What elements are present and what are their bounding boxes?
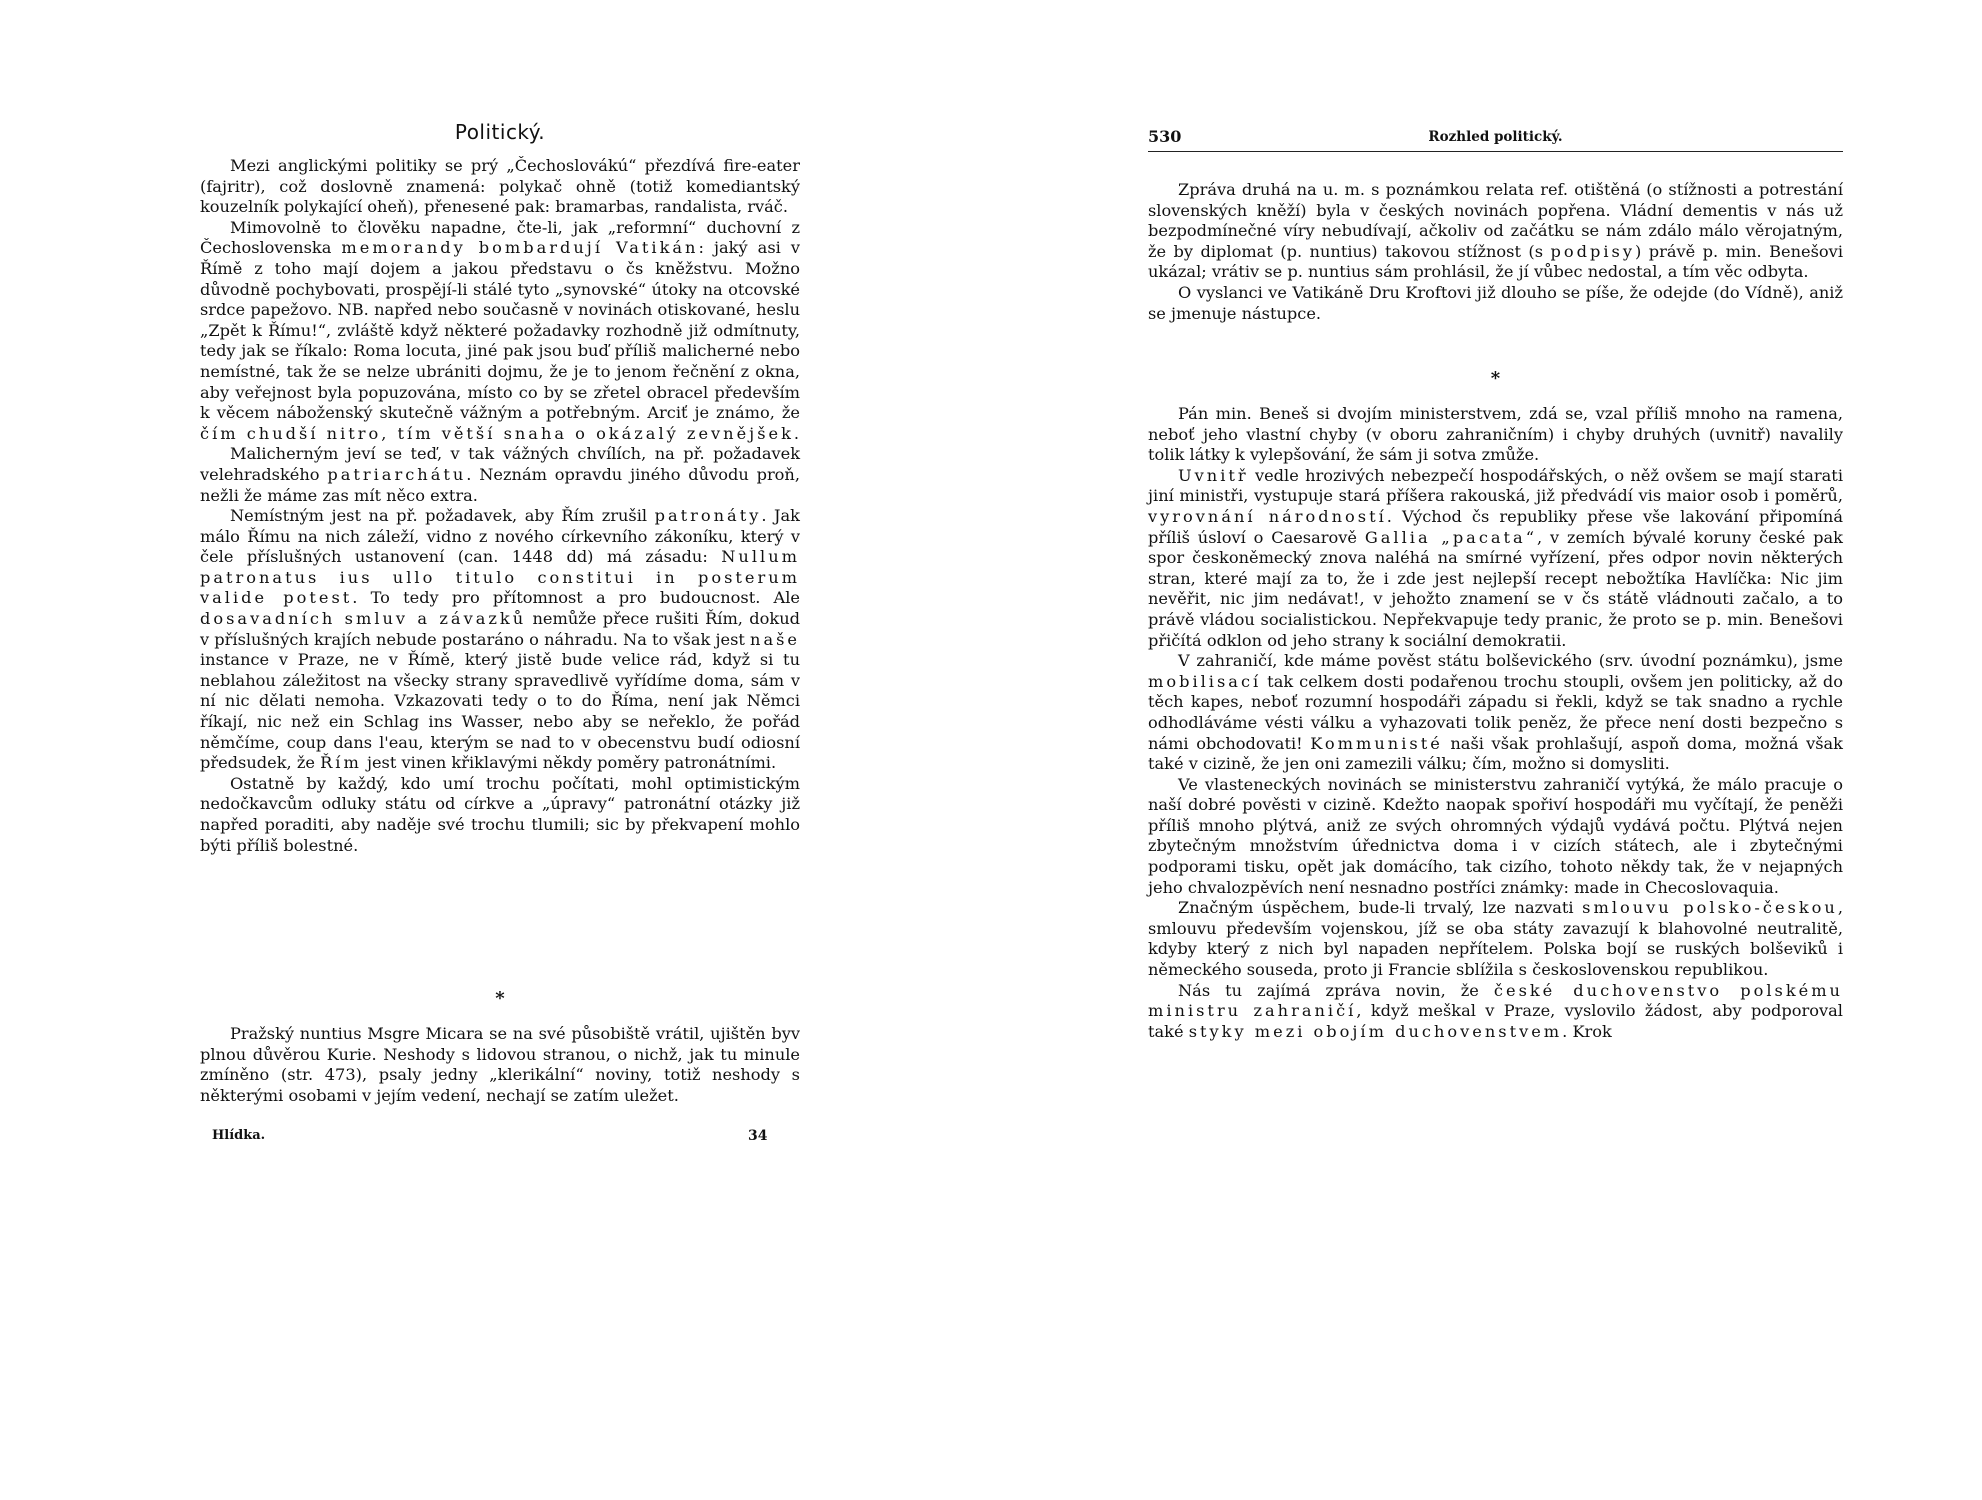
spaced-emphasis: patronáty: [654, 506, 762, 526]
text-run: Pražský nuntius Msgre Micara se na své působiště vrátil, ujištěn byv plnou důvěrou Kurie. Neshody s lidovou stranou, o nichž, jak tu minule zmíněno (str. 473), psaly jedny „klerikální“ noviny, totiž neshody s některými osobami v jejím vedení, nechají se zatím uležet.: [200, 1024, 800, 1105]
paragraph: [200, 774, 800, 856]
paragraph: [1148, 651, 1843, 775]
text-run: , v zemích bývalé koruny české pak spor českoněmecký znova naléhá na smírné vyřízení, přes odpor novin některých stran, které mají za to, že i zde jest nejlepší recept nebožtíka Havlíčka: Nic jim nevěřit, nic jim nedávat!, v jehožto znamení se v čs státě vládnouti začalo, a to právě vládou socialistickou. Nepřekvapuje tedy pranic, že proto se p. min. Benešovi přičítá odklon od jeho strany k sociální demokratii.: [1148, 527, 1843, 650]
right-page-header: [1148, 127, 1843, 152]
paragraph: [200, 444, 800, 506]
paragraph: [1148, 775, 1843, 899]
text-run: ) právě p. min. Benešovi ukázal; vrátiv se p. nuntius sám prohlásil, že jí vůbec nedostal, a tím věc odbyta.: [1148, 241, 1844, 282]
paragraph: [200, 1024, 800, 1106]
paragraph: [1148, 180, 1843, 283]
text-run: Malicherným jeví se teď, v tak vážných chvílích, na př. požadavek velehradského: [200, 444, 800, 484]
text-run: nemůže přece rušiti Řím, dokud v příslušných krajích nebude postaráno o náhradu. Na to však jest: [200, 609, 800, 649]
text-run: Mezi anglickými politiky se prý „Čechoslovákú“ přezdívá fire-eater (fajritr), což doslovně znamená: polykač ohně (totiž komediantský kouzelník polykající oheň), přenesené pak: bramarbas, randalista, rváč.: [200, 156, 800, 217]
spaced-emphasis: naše: [750, 629, 800, 649]
spaced-emphasis: Uvnitř: [1178, 465, 1249, 485]
text-run: , smlouvu především vojenskou, jíž se oba státy zavazují k blahovolné neutralitě, kdyby který z nich byl napaden nepřítelem. Polska bojí se ruských bolševiků i německého souseda, proto ji Francie sblížila s československou republikou.: [1148, 898, 1843, 980]
spaced-emphasis: dosavadních smluv a závazků: [200, 609, 527, 629]
footer-sheet-number: 34: [748, 1128, 768, 1144]
text-run: : jaký asi v Římě z toho mají dojem a jakou představu o čs kněžstvu. Možno důvodně pochybovati, prospějí-li stálé tyto „synovské“ útoky na otcovské srdce papežovo. NB. napřed nebo současně v novinách otiskované, heslu „Zpět k Římu!“, zvláště když některé požadavky rozhodně již odmítnuty, tedy jak se říkalo: Roma locuta, jiné pak jsou buď příliš malicherné nebo nemístné, tak že se nelze ubrániti dojmu, že je to jenom řečnění z okna, aby veřejnost byla popuzována, místo co by se zřetel obracel především k věcem náboženský skutečně vážným a potřebným. Arciť je známo, že: [200, 238, 800, 423]
text-run: . Východ čs republiky přese vše lakování připomíná příliš úsloví o Caesarově: [1148, 506, 1843, 547]
text-run: , když meškal v Praze, vyslovilo žádost, aby podporoval také: [1148, 1001, 1843, 1041]
spaced-emphasis: smlouvu polsko-českou: [1582, 898, 1838, 918]
paragraph: [1148, 981, 1843, 1043]
spaced-emphasis: vyrovnání národností: [1148, 506, 1387, 526]
text-run: . To tedy pro přítomnost a pro budoucnost. Ale: [352, 588, 800, 608]
text-run: Nás tu zajímá zpráva novin, že: [1178, 980, 1494, 1000]
footer-signature: Hlídka.: [212, 1128, 266, 1143]
text-run: O vyslanci ve Vatikáně Dru Kroftovi již dlouho se píše, že odejde (do Vídně), aniž se jmenuje nástupce.: [1148, 282, 1843, 323]
text-run: . Krok: [1562, 1021, 1612, 1041]
paragraph: [1148, 283, 1843, 324]
right-main-text: [1148, 180, 1843, 324]
right-second-text: [1148, 404, 1843, 1042]
paragraph: [200, 506, 800, 774]
spaced-emphasis: patriarchátu: [327, 464, 467, 484]
text-run: Ostatně by každý, kdo umí trochu počítati, mohl optimistickým nedočkavcům odluky státu od církve a „úpravy“ patronátní otázky již napřed poraditi, aby naděje své trochu tlumili; sic by překvapení mohlo býti příliš bolestné.: [200, 773, 800, 855]
left-main-text: [200, 156, 800, 856]
text-run: Ve vlasteneckých novinách se ministerstvu zahraničí vytýká, že málo pracuje o naší dobré pověsti v cizině. Kdežto naopak spořiví hospodáři mu vyčítají, že peněži příliš mnoho plýtvá, aniž ze svých ohromných výdajů vydává počtu. Plýtvá nejen zbytečným množstvím úřednictva doma i v cizích státech, ale i zbytečnými podporami tisku, opět jak domácího, tak cizího, tohoto někdy tak, že v nejapných jeho chvalozpěvích není nesnadno postříci známky: made in Checoslovaquia.: [1148, 774, 1843, 897]
text-run: Pán min. Beneš si dvojím ministerstvem, zdá se, vzal příliš mnoho na ramena, neboť jeho vlastní chyby (v oboru zahraničním) i chyby druhých (uvnitř) navalily tolik látky k vylepšování, že sám ji sotva zmůže.: [1148, 404, 1843, 465]
spaced-emphasis: mobilisací: [1148, 671, 1262, 691]
spaced-emphasis: styky mezi obojím duchovenstvem: [1188, 1021, 1563, 1041]
text-run: jest vinen křiklavými někdy poměry patronátními.: [361, 753, 777, 773]
text-run: . Neznám opravdu jiného důvodu proň, nežli že máme zas mít něco extra.: [200, 464, 801, 505]
spaced-emphasis: české duchovenstvo polskému ministru zahraničí: [1148, 980, 1843, 1021]
spaced-emphasis: Řím: [320, 753, 362, 773]
right-running-head: Rozhled politický.: [1428, 129, 1563, 145]
spaced-emphasis: memorandy bombardují Vatikán: [341, 238, 699, 258]
text-run: Mimovolně to člověku napadne, čte-li, jak „reformní“ duchovní z Čechoslovenska: [200, 217, 800, 258]
paragraph: [1148, 404, 1843, 466]
left-second-text: [200, 1024, 800, 1106]
text-run: naši však prohlašují, aspoň doma, možná však také v cizině, že jen oni zamezili válku; čím, možno si domysliti.: [1148, 733, 1843, 774]
page-number: 530: [1148, 127, 1182, 146]
text-run: vedle hrozivých nebezpečí hospodářských, o něž ovšem se mají starati jiní ministři, vystupuje stará příšera rakouská, již předvádí vis maior osob i poměrů,: [1148, 465, 1843, 506]
left-section-asterisk: *: [495, 988, 505, 1009]
text-run: .: [793, 423, 800, 443]
text-run: tak celkem dosti podařenou trochu stoupli, ovšem jen politicky, až do těch kapes, neboť rozumní hospodáři západu si řekli, když se tak snadno a rychle odhodláváme vésti válku a vyhazovati tolik peněz, že přece není dosti bezpečno s námi obchodovati!: [1148, 671, 1843, 753]
spaced-emphasis: Kommunisté: [1310, 733, 1443, 753]
paragraph: [1148, 466, 1843, 651]
text-run: Zpráva druhá na u. m. s poznámkou relata ref. otištěná (o stížnosti a potrestání slovenských kněží) byla v českých novinách popřena. Vládní dementis v nás už bezpodmínečné víry nebudívají, ačkoliv od začátku se nám zdálo málo věrojatným, že by diplomat (p. nuntius) takovou stížnost (s: [1148, 180, 1843, 261]
paragraph: [1148, 898, 1843, 980]
text-run: Značným úspěchem, bude-li trvalý, lze nazvati: [1178, 898, 1583, 918]
paragraph: [200, 156, 800, 218]
right-section-asterisk: *: [1490, 368, 1501, 389]
text-run: . Jak málo Římu na nich záleží, vidno z nového církevního zákoníku, který v čele příslušných ustanovení (can. 1448 dd) má zásadu:: [200, 506, 800, 567]
spaced-emphasis: Nullum patronatus ius ullo titulo constitui in posterum valide potest: [200, 547, 800, 608]
text-run: V zahraničí, kde máme pověst státu bolševického (srv. úvodní poznámku), jsme: [1178, 651, 1843, 671]
paragraph: [200, 218, 800, 445]
spaced-emphasis: podpisy: [1550, 241, 1635, 261]
text-run: Nemístným jest na př. požadavek, aby Řím zrušil: [230, 506, 655, 526]
spaced-emphasis: čím chudší nitro, tím větší snaha o okázalý zevnějšek: [200, 423, 794, 443]
left-running-head: Politický.: [454, 120, 546, 144]
spaced-emphasis: Gallia „pacata“: [1364, 527, 1537, 547]
text-run: instance v Praze, ne v Římě, který jistě bude velice rád, když si tu neblahou záležitost na všecky strany spravedlivě vyřídíme doma, sám v ní nic dělati nemoha. Vzkazovati tedy o to do Říma, není jak Němci říkají, nic než ein Schlag ins Wasser, nebo aby se neřeklo, že pořád němčíme, coup dans l'eau, kterým se nad to v obecenstvu budí odiosní předsudek, že: [200, 650, 800, 773]
